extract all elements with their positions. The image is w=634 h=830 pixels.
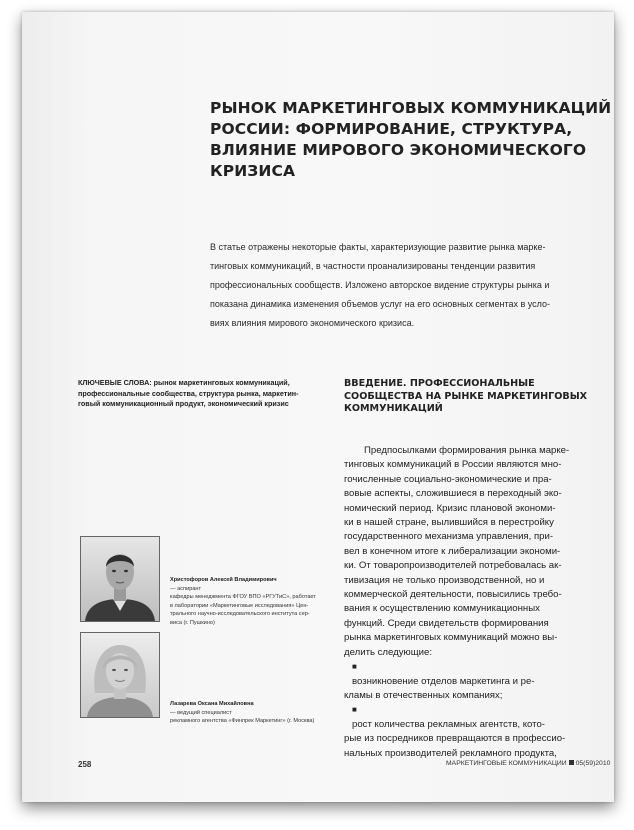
abstract-line: тинговых коммуникаций, в частности проанализированы тенденции развития	[210, 261, 536, 271]
body-line: номический период. Кризис плановой экономи-	[344, 502, 556, 514]
bullet-text: рост количества рекламных агентств, кото-	[352, 718, 545, 730]
body-line: коммерческой деятельности, повысились требо-	[344, 589, 562, 601]
title-line: ВЛИЯНИЕ МИРОВОГО ЭКОНОМИЧЕСКОГО	[210, 141, 587, 159]
author-photo-2	[80, 632, 160, 718]
person-portrait-icon	[81, 633, 159, 717]
author-bio-line	[170, 576, 348, 593]
abstract-line: показана динамика изменения объемов услуг на его основных сегментах в усло-	[210, 299, 551, 309]
journal-footer	[446, 760, 610, 767]
bullet-continuation: кламы в отечественных компаниях;	[344, 689, 503, 701]
body-text	[344, 444, 600, 761]
author-bio-line: рекламного агентства «Финпрек Маркетинг» (г. Москва)	[170, 718, 315, 725]
author-role: — аспирант	[170, 585, 202, 592]
journal-name: МАРКЕТИНГОВЫЕ КОММУНИКАЦИИ	[446, 760, 567, 767]
bullet-continuation: нальных производителей рекламного продукта,	[344, 747, 557, 759]
author-bio-2	[170, 700, 348, 726]
author-bio-line: кафедры менеджмента ФГОУ ВПО «РГУТиС», работает	[170, 594, 316, 601]
keywords-block	[78, 378, 338, 410]
title-line: КРИЗИСА	[210, 162, 296, 180]
author-bio-line: в лаборатории «Маркетинговые исследования» Цен-	[170, 602, 309, 609]
body-line: вел в конечном итоге к либерализации экономи-	[344, 545, 561, 557]
bullet-continuation: рые из посредников превращаются в профессио-	[344, 733, 566, 745]
body-line: тинговых коммуникаций в России являются мно-	[344, 459, 562, 471]
keywords-line	[78, 378, 338, 389]
author-bio-line	[170, 700, 348, 717]
author-bio-line: трального научно-исследовательского института сер-	[170, 611, 310, 618]
section-heading-line: КОММУНИКАЦИЙ	[344, 403, 443, 414]
author-name: Лазарева Оксана Михайловна	[170, 701, 254, 707]
body-line: тивизация не только производственной, но и	[344, 574, 545, 586]
author-bio-1	[170, 576, 348, 628]
keywords-label: КЛЮЧЕВЫЕ СЛОВА:	[78, 378, 152, 387]
title-line: РОССИИ: ФОРМИРОВАНИЕ, СТРУКТУРА,	[210, 120, 573, 138]
body-line: вовые аспекты, сложившиеся в переходный эко-	[344, 488, 562, 500]
bullet-icon: ■	[352, 662, 357, 672]
author-bio-line: виса (г. Пушкино)	[170, 619, 215, 626]
article-abstract	[210, 238, 586, 333]
article-title	[210, 98, 612, 182]
body-line: гочисленные социально-экономические и пра-	[344, 473, 552, 485]
abstract-line: виях влияния мирового экономического кризиса.	[210, 318, 415, 328]
keywords-line: говый коммуникационный продукт, экономический кризис	[78, 399, 289, 408]
section-heading	[344, 378, 594, 416]
keywords-text: рынок маркетинговых коммуникаций,	[151, 378, 290, 387]
body-line: ки. От товаропроизводителей потребовалась ак-	[344, 560, 562, 572]
section-heading-line: ВВЕДЕНИЕ. ПРОФЕССИОНАЛЬНЫЕ	[344, 378, 535, 389]
body-line: вания к осуществлению коммуникационных	[344, 603, 540, 615]
bullet-text: возникновение отделов маркетинга и ре-	[352, 675, 535, 687]
bullet-item	[344, 660, 600, 689]
body-line: государственного механизма управления, при-	[344, 531, 554, 543]
section-heading-line: СООБЩЕСТВА НА РЫНКЕ МАРКЕТИНГОВЫХ	[344, 390, 588, 402]
author-name: Христофоров Алексей Владимирович	[170, 577, 277, 583]
author-role: — ведущий специалист	[170, 709, 232, 716]
bullet-icon: ■	[352, 705, 357, 715]
body-line: функций. Среди свидетельств формирования	[344, 617, 549, 629]
title-line: РЫНОК МАРКЕТИНГОВЫХ КОММУНИКАЦИЙ	[210, 99, 612, 117]
body-line: ки в нашей стране, вылившийся в перестройку	[344, 517, 554, 529]
abstract-line: В статье отражены некоторые факты, характеризующие развитие рынка марке-	[210, 242, 546, 252]
bullet-item	[344, 703, 600, 732]
journal-issue: 05(59)2010	[575, 760, 611, 767]
body-line: Предпосылками формирования рынка марке-	[364, 445, 570, 456]
body-line: рынка маркетинговых коммуникаций можно вы-	[344, 632, 558, 644]
keywords-line: профессиональные сообщества, структура рынка, маркетин-	[78, 388, 299, 398]
document-page	[22, 12, 614, 802]
abstract-line: профессиональных сообществ. Изложено авторское видение структуры рынка и	[210, 280, 550, 290]
square-separator-icon	[569, 760, 574, 765]
person-portrait-icon	[81, 537, 159, 621]
body-line: делить следующие:	[344, 646, 432, 658]
author-photo-1	[80, 536, 160, 622]
page-number: 258	[78, 760, 92, 769]
